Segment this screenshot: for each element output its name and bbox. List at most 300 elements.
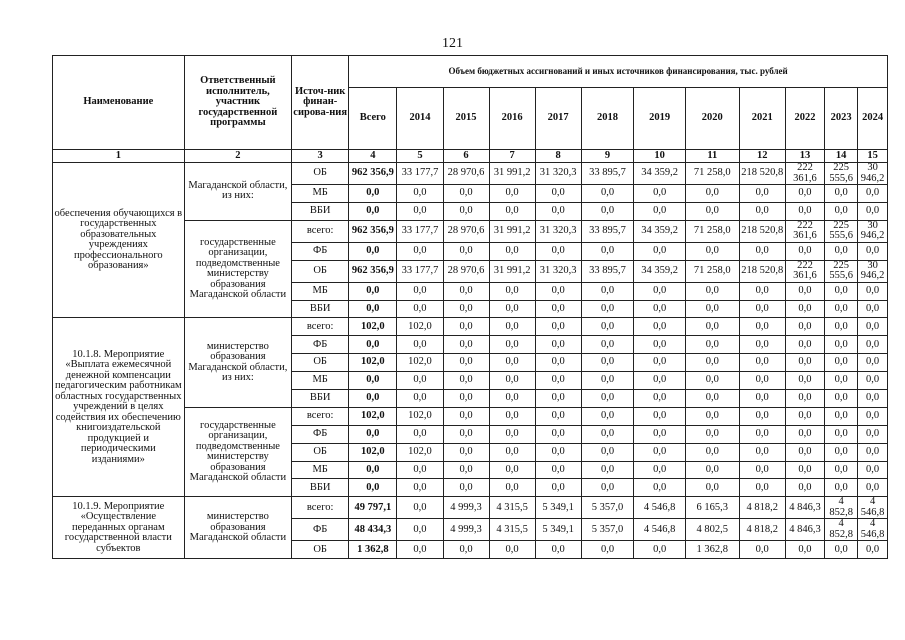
year-cell: 0,0 bbox=[535, 390, 581, 408]
year-cell: 0,0 bbox=[489, 202, 535, 220]
year-cell: 0,0 bbox=[858, 461, 888, 479]
year-cell: 0,0 bbox=[535, 541, 581, 559]
year-cell: 0,0 bbox=[397, 300, 443, 318]
year-cell: 0,0 bbox=[443, 318, 489, 336]
year-cell: 0,0 bbox=[739, 407, 785, 425]
year-cell: 0,0 bbox=[489, 242, 535, 260]
year-cell: 33 177,7 bbox=[397, 163, 443, 185]
year-cell: 0,0 bbox=[739, 461, 785, 479]
column-number: 14 bbox=[825, 150, 858, 163]
year-cell: 0,0 bbox=[581, 443, 634, 461]
year-cell: 0,0 bbox=[825, 541, 858, 559]
year-cell: 0,0 bbox=[825, 354, 858, 372]
year-cell: 0,0 bbox=[858, 541, 888, 559]
year-cell: 0,0 bbox=[443, 372, 489, 390]
year-cell: 218 520,8 bbox=[739, 220, 785, 242]
year-cell: 0,0 bbox=[581, 479, 634, 497]
column-number: 6 bbox=[443, 150, 489, 163]
total-cell: 962 356,9 bbox=[349, 220, 397, 242]
header-responsible: Ответственный исполнитель, участник государственной программы bbox=[184, 56, 292, 150]
year-cell: 0,0 bbox=[634, 300, 686, 318]
year-cell: 31 320,3 bbox=[535, 220, 581, 242]
year-cell: 225 555,6 bbox=[825, 260, 858, 282]
column-number: 8 bbox=[535, 150, 581, 163]
year-cell: 0,0 bbox=[825, 390, 858, 408]
header-year: 2015 bbox=[443, 88, 489, 150]
year-cell: 6 165,3 bbox=[685, 497, 739, 519]
year-cell: 0,0 bbox=[581, 541, 634, 559]
year-cell: 0,0 bbox=[785, 372, 824, 390]
activity-name: 10.1.9. Мероприятие «Осуществление переданных органам государственной власти субъектов bbox=[53, 497, 185, 559]
responsible-executor: государственные организации, подведомственные министерству образования Магаданской области bbox=[184, 220, 292, 318]
funding-source: ВБИ bbox=[292, 479, 349, 497]
year-cell: 31 991,2 bbox=[489, 260, 535, 282]
header-year: 2016 bbox=[489, 88, 535, 150]
year-cell: 0,0 bbox=[785, 443, 824, 461]
year-cell: 0,0 bbox=[489, 479, 535, 497]
header-volume: Объем бюджетных ассигнований и иных источников финансирования, тыс. рублей bbox=[349, 56, 888, 88]
year-cell: 0,0 bbox=[581, 282, 634, 300]
year-cell: 5 349,1 bbox=[535, 519, 581, 541]
header-source: Источ-ник финан-сирова-ния bbox=[292, 56, 349, 150]
year-cell: 0,0 bbox=[535, 425, 581, 443]
year-cell: 0,0 bbox=[634, 202, 686, 220]
year-cell: 0,0 bbox=[397, 425, 443, 443]
total-cell: 0,0 bbox=[349, 336, 397, 354]
funding-source: ОБ bbox=[292, 163, 349, 185]
year-cell: 31 320,3 bbox=[535, 260, 581, 282]
year-cell: 33 177,7 bbox=[397, 220, 443, 242]
year-cell: 28 970,6 bbox=[443, 220, 489, 242]
year-cell: 0,0 bbox=[785, 461, 824, 479]
year-cell: 31 991,2 bbox=[489, 220, 535, 242]
funding-source: всего: bbox=[292, 318, 349, 336]
year-cell: 0,0 bbox=[739, 242, 785, 260]
responsible-executor: Магаданской области, из них: bbox=[184, 163, 292, 221]
year-cell: 0,0 bbox=[858, 443, 888, 461]
year-cell: 0,0 bbox=[739, 300, 785, 318]
year-cell: 0,0 bbox=[489, 282, 535, 300]
year-cell: 4 315,5 bbox=[489, 497, 535, 519]
year-cell: 4 546,8 bbox=[858, 519, 888, 541]
total-cell: 102,0 bbox=[349, 318, 397, 336]
budget-table bbox=[52, 55, 888, 559]
year-cell: 0,0 bbox=[489, 461, 535, 479]
total-cell: 0,0 bbox=[349, 242, 397, 260]
column-number: 1 bbox=[53, 150, 185, 163]
year-cell: 0,0 bbox=[397, 202, 443, 220]
year-cell: 0,0 bbox=[825, 282, 858, 300]
column-number: 13 bbox=[785, 150, 824, 163]
year-cell: 0,0 bbox=[825, 461, 858, 479]
year-cell: 30 946,2 bbox=[858, 220, 888, 242]
year-cell: 0,0 bbox=[785, 185, 824, 203]
year-cell: 0,0 bbox=[685, 443, 739, 461]
year-cell: 0,0 bbox=[685, 336, 739, 354]
total-cell: 0,0 bbox=[349, 202, 397, 220]
total-cell: 0,0 bbox=[349, 300, 397, 318]
header-total: Всего bbox=[349, 88, 397, 150]
year-cell: 0,0 bbox=[858, 300, 888, 318]
year-cell: 0,0 bbox=[581, 354, 634, 372]
year-cell: 0,0 bbox=[739, 282, 785, 300]
year-cell: 0,0 bbox=[535, 202, 581, 220]
year-cell: 0,0 bbox=[634, 282, 686, 300]
year-cell: 218 520,8 bbox=[739, 163, 785, 185]
year-cell: 4 852,8 bbox=[825, 519, 858, 541]
year-cell: 0,0 bbox=[581, 461, 634, 479]
year-cell: 0,0 bbox=[443, 479, 489, 497]
funding-source: МБ bbox=[292, 185, 349, 203]
year-cell: 0,0 bbox=[858, 372, 888, 390]
total-cell: 0,0 bbox=[349, 372, 397, 390]
year-cell: 0,0 bbox=[825, 202, 858, 220]
year-cell: 0,0 bbox=[397, 479, 443, 497]
year-cell: 0,0 bbox=[489, 185, 535, 203]
year-cell: 0,0 bbox=[581, 407, 634, 425]
year-cell: 34 359,2 bbox=[634, 260, 686, 282]
year-cell: 0,0 bbox=[685, 407, 739, 425]
column-number: 7 bbox=[489, 150, 535, 163]
year-cell: 0,0 bbox=[685, 479, 739, 497]
year-cell: 0,0 bbox=[858, 202, 888, 220]
year-cell: 4 818,2 bbox=[739, 497, 785, 519]
year-cell: 0,0 bbox=[739, 372, 785, 390]
year-cell: 0,0 bbox=[535, 282, 581, 300]
year-cell: 28 970,6 bbox=[443, 163, 489, 185]
funding-source: всего: bbox=[292, 407, 349, 425]
funding-source: МБ bbox=[292, 282, 349, 300]
year-cell: 0,0 bbox=[785, 425, 824, 443]
year-cell: 0,0 bbox=[739, 425, 785, 443]
year-cell: 0,0 bbox=[581, 242, 634, 260]
year-cell: 0,0 bbox=[535, 407, 581, 425]
year-cell: 225 555,6 bbox=[825, 220, 858, 242]
year-cell: 0,0 bbox=[581, 318, 634, 336]
year-cell: 0,0 bbox=[858, 425, 888, 443]
year-cell: 4 546,8 bbox=[858, 497, 888, 519]
table-body bbox=[53, 56, 888, 559]
year-cell: 222 361,6 bbox=[785, 163, 824, 185]
responsible-executor: министерство образования Магаданской области bbox=[184, 497, 292, 559]
year-cell: 0,0 bbox=[785, 479, 824, 497]
year-cell: 0,0 bbox=[825, 479, 858, 497]
year-cell: 0,0 bbox=[489, 318, 535, 336]
year-cell: 5 349,1 bbox=[535, 497, 581, 519]
year-cell: 4 546,8 bbox=[634, 519, 686, 541]
funding-source: ВБИ bbox=[292, 390, 349, 408]
year-cell: 0,0 bbox=[535, 479, 581, 497]
funding-source: ОБ bbox=[292, 541, 349, 559]
year-cell: 0,0 bbox=[825, 443, 858, 461]
year-cell: 4 999,3 bbox=[443, 497, 489, 519]
year-cell: 0,0 bbox=[685, 202, 739, 220]
year-cell: 0,0 bbox=[785, 300, 824, 318]
year-cell: 0,0 bbox=[785, 282, 824, 300]
year-cell: 33 895,7 bbox=[581, 260, 634, 282]
year-cell: 0,0 bbox=[858, 318, 888, 336]
year-cell: 0,0 bbox=[581, 336, 634, 354]
column-number: 5 bbox=[397, 150, 443, 163]
year-cell: 0,0 bbox=[858, 242, 888, 260]
year-cell: 0,0 bbox=[685, 300, 739, 318]
year-cell: 34 359,2 bbox=[634, 163, 686, 185]
year-cell: 0,0 bbox=[825, 336, 858, 354]
column-number: 15 bbox=[858, 150, 888, 163]
year-cell: 0,0 bbox=[685, 461, 739, 479]
year-cell: 0,0 bbox=[443, 282, 489, 300]
year-cell: 1 362,8 bbox=[685, 541, 739, 559]
total-cell: 962 356,9 bbox=[349, 260, 397, 282]
year-cell: 0,0 bbox=[685, 425, 739, 443]
funding-source: МБ bbox=[292, 461, 349, 479]
funding-source: ВБИ bbox=[292, 300, 349, 318]
year-cell: 28 970,6 bbox=[443, 260, 489, 282]
year-cell: 0,0 bbox=[397, 185, 443, 203]
header-name: Наименование bbox=[53, 56, 185, 150]
year-cell: 30 946,2 bbox=[858, 260, 888, 282]
total-cell: 1 362,8 bbox=[349, 541, 397, 559]
total-cell: 48 434,3 bbox=[349, 519, 397, 541]
year-cell: 0,0 bbox=[785, 202, 824, 220]
year-cell: 0,0 bbox=[825, 372, 858, 390]
header-year: 2020 bbox=[685, 88, 739, 150]
year-cell: 0,0 bbox=[739, 354, 785, 372]
total-cell: 0,0 bbox=[349, 425, 397, 443]
year-cell: 0,0 bbox=[535, 461, 581, 479]
year-cell: 0,0 bbox=[858, 390, 888, 408]
year-cell: 218 520,8 bbox=[739, 260, 785, 282]
year-cell: 0,0 bbox=[443, 443, 489, 461]
year-cell: 0,0 bbox=[535, 318, 581, 336]
funding-source: МБ bbox=[292, 372, 349, 390]
year-cell: 0,0 bbox=[825, 318, 858, 336]
year-cell: 0,0 bbox=[535, 354, 581, 372]
year-cell: 0,0 bbox=[443, 390, 489, 408]
year-cell: 0,0 bbox=[634, 242, 686, 260]
header-year: 2021 bbox=[739, 88, 785, 150]
year-cell: 0,0 bbox=[825, 425, 858, 443]
year-cell: 0,0 bbox=[785, 354, 824, 372]
header-year: 2024 bbox=[858, 88, 888, 150]
responsible-executor: министерство образования Магаданской области, из них: bbox=[184, 318, 292, 407]
year-cell: 0,0 bbox=[489, 443, 535, 461]
header-year: 2018 bbox=[581, 88, 634, 150]
year-cell: 0,0 bbox=[739, 479, 785, 497]
year-cell: 4 802,5 bbox=[685, 519, 739, 541]
funding-source: ВБИ bbox=[292, 202, 349, 220]
year-cell: 0,0 bbox=[634, 407, 686, 425]
year-cell: 71 258,0 bbox=[685, 260, 739, 282]
year-cell: 0,0 bbox=[634, 336, 686, 354]
year-cell: 0,0 bbox=[825, 185, 858, 203]
total-cell: 0,0 bbox=[349, 461, 397, 479]
header-row bbox=[53, 56, 888, 88]
activity-name: обеспечения обучающихся в государственных образовательных учреждениях профессионального образования» bbox=[53, 163, 185, 318]
year-cell: 0,0 bbox=[685, 390, 739, 408]
header-year: 2014 bbox=[397, 88, 443, 150]
year-cell: 0,0 bbox=[397, 372, 443, 390]
funding-source: ФБ bbox=[292, 425, 349, 443]
column-number: 10 bbox=[634, 150, 686, 163]
year-cell: 0,0 bbox=[685, 282, 739, 300]
funding-source: ОБ bbox=[292, 443, 349, 461]
page-number: 121 bbox=[442, 36, 463, 51]
column-number: 2 bbox=[184, 150, 292, 163]
funding-source: ФБ bbox=[292, 336, 349, 354]
year-cell: 222 361,6 bbox=[785, 220, 824, 242]
year-cell: 0,0 bbox=[634, 479, 686, 497]
total-cell: 102,0 bbox=[349, 354, 397, 372]
year-cell: 4 846,3 bbox=[785, 497, 824, 519]
year-cell: 0,0 bbox=[443, 336, 489, 354]
year-cell: 0,0 bbox=[443, 541, 489, 559]
year-cell: 0,0 bbox=[397, 242, 443, 260]
year-cell: 225 555,6 bbox=[825, 163, 858, 185]
total-cell: 0,0 bbox=[349, 282, 397, 300]
year-cell: 0,0 bbox=[739, 336, 785, 354]
year-cell: 0,0 bbox=[858, 479, 888, 497]
year-cell: 5 357,0 bbox=[581, 519, 634, 541]
total-cell: 0,0 bbox=[349, 390, 397, 408]
year-cell: 4 846,3 bbox=[785, 519, 824, 541]
table-row bbox=[53, 318, 888, 336]
year-cell: 0,0 bbox=[634, 390, 686, 408]
year-cell: 0,0 bbox=[739, 202, 785, 220]
year-cell: 0,0 bbox=[785, 407, 824, 425]
column-number: 3 bbox=[292, 150, 349, 163]
year-cell: 0,0 bbox=[739, 443, 785, 461]
year-cell: 0,0 bbox=[581, 300, 634, 318]
year-cell: 33 895,7 bbox=[581, 220, 634, 242]
year-cell: 0,0 bbox=[443, 354, 489, 372]
year-cell: 0,0 bbox=[535, 372, 581, 390]
year-cell: 0,0 bbox=[785, 336, 824, 354]
year-cell: 0,0 bbox=[397, 497, 443, 519]
year-cell: 30 946,2 bbox=[858, 163, 888, 185]
year-cell: 0,0 bbox=[634, 318, 686, 336]
table-row bbox=[53, 163, 888, 185]
year-cell: 0,0 bbox=[489, 300, 535, 318]
total-cell: 962 356,9 bbox=[349, 163, 397, 185]
year-cell: 4 315,5 bbox=[489, 519, 535, 541]
year-cell: 0,0 bbox=[443, 425, 489, 443]
year-cell: 0,0 bbox=[535, 336, 581, 354]
year-cell: 0,0 bbox=[739, 318, 785, 336]
responsible-executor: государственные организации, подведомственные министерству образования Магаданской области bbox=[184, 407, 292, 496]
year-cell: 0,0 bbox=[634, 443, 686, 461]
year-cell: 0,0 bbox=[685, 185, 739, 203]
year-cell: 0,0 bbox=[581, 390, 634, 408]
year-cell: 0,0 bbox=[397, 390, 443, 408]
year-cell: 0,0 bbox=[634, 372, 686, 390]
funding-source: ФБ bbox=[292, 519, 349, 541]
year-cell: 0,0 bbox=[685, 372, 739, 390]
year-cell: 0,0 bbox=[634, 185, 686, 203]
column-numbers-row bbox=[53, 150, 888, 163]
year-cell: 0,0 bbox=[785, 541, 824, 559]
funding-source: ФБ bbox=[292, 242, 349, 260]
table-row bbox=[53, 497, 888, 519]
year-cell: 102,0 bbox=[397, 443, 443, 461]
year-cell: 0,0 bbox=[785, 390, 824, 408]
year-cell: 33 895,7 bbox=[581, 163, 634, 185]
year-cell: 0,0 bbox=[634, 461, 686, 479]
year-cell: 0,0 bbox=[443, 407, 489, 425]
year-cell: 0,0 bbox=[489, 336, 535, 354]
year-cell: 0,0 bbox=[634, 425, 686, 443]
year-cell: 0,0 bbox=[685, 354, 739, 372]
year-cell: 4 546,8 bbox=[634, 497, 686, 519]
year-cell: 0,0 bbox=[443, 300, 489, 318]
year-cell: 34 359,2 bbox=[634, 220, 686, 242]
header-year: 2017 bbox=[535, 88, 581, 150]
total-cell: 49 797,1 bbox=[349, 497, 397, 519]
year-cell: 0,0 bbox=[858, 282, 888, 300]
year-cell: 0,0 bbox=[443, 242, 489, 260]
column-number: 4 bbox=[349, 150, 397, 163]
year-cell: 0,0 bbox=[858, 336, 888, 354]
year-cell: 5 357,0 bbox=[581, 497, 634, 519]
header-year: 2023 bbox=[825, 88, 858, 150]
year-cell: 0,0 bbox=[581, 202, 634, 220]
year-cell: 4 818,2 bbox=[739, 519, 785, 541]
year-cell: 71 258,0 bbox=[685, 220, 739, 242]
year-cell: 71 258,0 bbox=[685, 163, 739, 185]
column-number: 12 bbox=[739, 150, 785, 163]
year-cell: 0,0 bbox=[535, 443, 581, 461]
year-cell: 31 320,3 bbox=[535, 163, 581, 185]
year-cell: 0,0 bbox=[581, 185, 634, 203]
header-year: 2022 bbox=[785, 88, 824, 150]
year-cell: 0,0 bbox=[489, 390, 535, 408]
year-cell: 33 177,7 bbox=[397, 260, 443, 282]
year-cell: 0,0 bbox=[685, 242, 739, 260]
year-cell: 0,0 bbox=[581, 425, 634, 443]
year-cell: 0,0 bbox=[489, 541, 535, 559]
funding-source: всего: bbox=[292, 220, 349, 242]
header-year: 2019 bbox=[634, 88, 686, 150]
year-cell: 0,0 bbox=[739, 390, 785, 408]
year-cell: 0,0 bbox=[785, 242, 824, 260]
year-cell: 0,0 bbox=[397, 519, 443, 541]
year-cell: 4 999,3 bbox=[443, 519, 489, 541]
year-cell: 0,0 bbox=[634, 354, 686, 372]
year-cell: 0,0 bbox=[443, 185, 489, 203]
total-cell: 0,0 bbox=[349, 185, 397, 203]
year-cell: 0,0 bbox=[397, 461, 443, 479]
year-cell: 0,0 bbox=[535, 242, 581, 260]
year-cell: 0,0 bbox=[825, 407, 858, 425]
year-cell: 0,0 bbox=[489, 407, 535, 425]
year-cell: 4 852,8 bbox=[825, 497, 858, 519]
year-cell: 0,0 bbox=[489, 354, 535, 372]
year-cell: 0,0 bbox=[535, 185, 581, 203]
column-number: 11 bbox=[685, 150, 739, 163]
year-cell: 0,0 bbox=[489, 372, 535, 390]
year-cell: 0,0 bbox=[634, 541, 686, 559]
year-cell: 102,0 bbox=[397, 354, 443, 372]
total-cell: 102,0 bbox=[349, 443, 397, 461]
year-cell: 0,0 bbox=[825, 242, 858, 260]
year-cell: 0,0 bbox=[739, 185, 785, 203]
year-cell: 0,0 bbox=[785, 318, 824, 336]
year-cell: 102,0 bbox=[397, 407, 443, 425]
year-cell: 0,0 bbox=[397, 282, 443, 300]
total-cell: 0,0 bbox=[349, 479, 397, 497]
column-number: 9 bbox=[581, 150, 634, 163]
year-cell: 0,0 bbox=[685, 318, 739, 336]
